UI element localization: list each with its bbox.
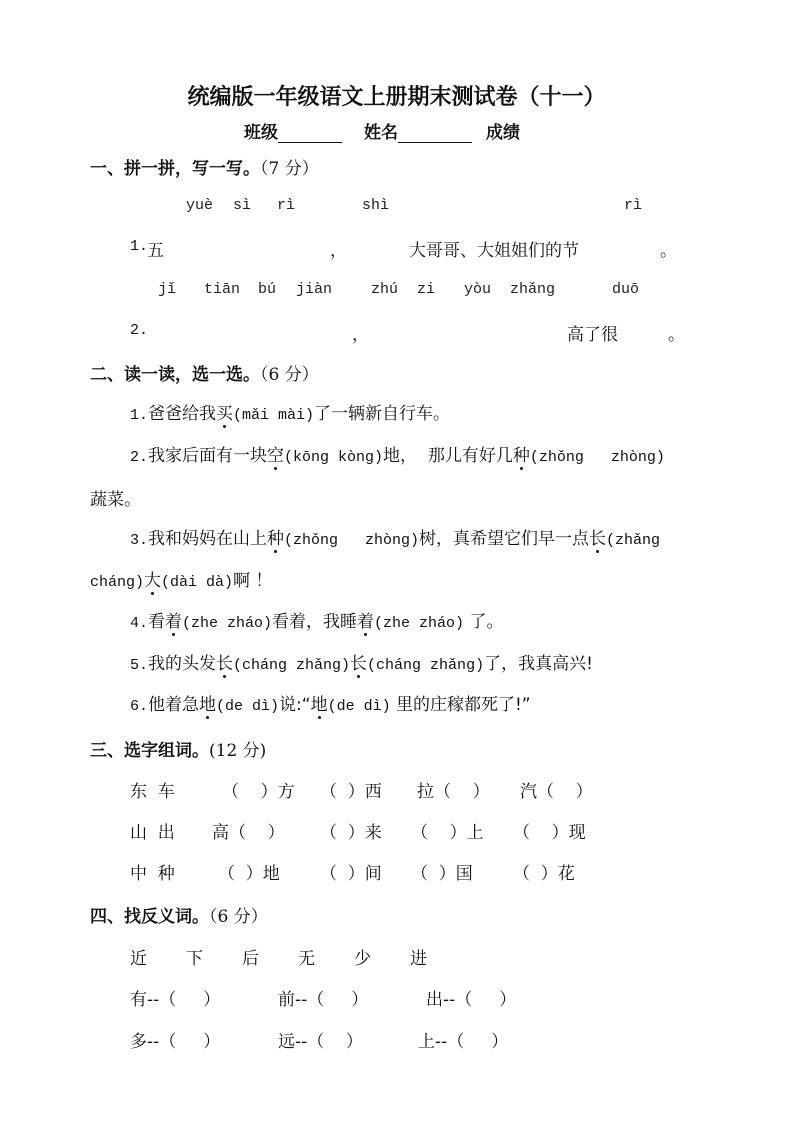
word-blank[interactable]: 拉（ ） — [417, 782, 490, 802]
pinyin: jǐ — [158, 281, 177, 298]
word-blank[interactable]: （ ）地 — [218, 864, 280, 884]
dotted-char: 种 — [267, 524, 284, 549]
page-title: 统编版一年级语文上册期末测试卷（十一） — [187, 85, 606, 110]
pinyin-choice[interactable]: (zhǎng — [606, 532, 661, 549]
dotted-char: 长 — [589, 524, 606, 549]
word-blank[interactable]: （ ）国 — [411, 864, 473, 884]
pinyin: bú — [258, 281, 277, 298]
word-option: 少 — [354, 949, 371, 969]
section-1-heading — [90, 154, 319, 179]
sentence-part: 。 — [660, 241, 677, 261]
section-3-points: (12 分) — [209, 741, 267, 761]
antonym-blank[interactable]: 出--（ ） — [426, 990, 517, 1010]
dotted-char: 长 — [350, 649, 367, 674]
word-option: 进 — [410, 949, 427, 969]
text: 我和妈妈在山上 — [148, 529, 268, 549]
antonym-blank[interactable]: 多--（ ） — [130, 1032, 221, 1052]
text: 说:“ — [279, 695, 311, 715]
class-blank[interactable] — [278, 124, 342, 143]
text: 树，真希望它们早一点 — [419, 529, 590, 549]
word-blank[interactable]: （ ）间 — [320, 864, 382, 884]
text: 了一辆新自行车。 — [314, 404, 451, 424]
pinyin-choice[interactable]: (kōng kòng) — [284, 449, 384, 466]
question-number: 5. — [130, 657, 149, 674]
word-blank[interactable]: （ ）西 — [320, 782, 382, 802]
sentence-part: 五 — [147, 241, 164, 261]
name-label — [364, 118, 472, 143]
dotted-char: 大 — [144, 566, 161, 591]
question-continuation — [90, 566, 272, 591]
antonym-blank[interactable]: 远--（ ） — [278, 1032, 363, 1052]
section-3-heading — [90, 736, 266, 761]
section-2-title: 二、读一读，选一选。 — [90, 365, 260, 385]
dotted-char: 长 — [216, 649, 233, 674]
dotted-char: 着 — [357, 607, 374, 632]
class-label — [244, 118, 342, 143]
text: 蔬菜。 — [90, 490, 141, 510]
text: 了。 — [464, 612, 504, 632]
dotted-char: 着 — [165, 607, 182, 632]
pinyin-choice[interactable]: (zhǒng zhòng) — [284, 532, 420, 549]
word-blank[interactable]: 汽（ ） — [520, 782, 593, 802]
section-2-heading — [90, 360, 319, 385]
char-choices: 山 出 — [130, 823, 175, 843]
dotted-char: 地 — [199, 690, 216, 715]
pinyin: zhú — [371, 281, 399, 298]
sentence-part: ， — [352, 325, 369, 345]
pinyin-choice[interactable]: (zhǒng zhòng) — [529, 449, 665, 466]
dotted-char: 地 — [311, 690, 328, 715]
question-item — [130, 399, 450, 424]
word-blank[interactable]: （ ）上 — [411, 823, 484, 843]
question-item — [130, 524, 660, 549]
section-4-heading — [90, 902, 268, 927]
sentence-part: 。 — [668, 325, 685, 345]
question-number: 1. — [130, 407, 149, 424]
section-4-title: 四、找反义词。 — [90, 907, 209, 927]
sentence-part: ， — [330, 241, 347, 261]
text: 爸爸给我 — [148, 404, 217, 424]
text: 了，我真高兴! — [484, 654, 593, 674]
text: 我家后面有一块 — [148, 446, 268, 466]
text: 啊 ！ — [233, 571, 273, 591]
antonym-blank[interactable]: 有--（ ） — [130, 990, 221, 1010]
text: 地， 那儿有好几 — [383, 446, 513, 466]
pinyin: rì — [624, 197, 643, 214]
section-1-points: （7 分） — [260, 159, 319, 179]
dotted-char: 买 — [216, 399, 233, 424]
sentence-part: 高了很 — [567, 325, 618, 345]
word-blank[interactable]: （ ）方 — [222, 782, 295, 802]
text: 他着急 — [148, 695, 200, 715]
pinyin-choice[interactable]: (dài dà) — [161, 574, 234, 591]
section-2-points: （6 分） — [260, 365, 319, 385]
pinyin: zhǎng — [510, 281, 556, 298]
pinyin-choice[interactable]: (mǎi mài) — [233, 407, 315, 424]
pinyin-choice[interactable]: (de dì) — [327, 698, 391, 715]
pinyin: tiān — [204, 281, 241, 298]
question-number: 2. — [130, 322, 149, 339]
dotted-char: 空 — [267, 441, 284, 466]
pinyin: yòu — [464, 281, 492, 298]
section-4-points: （6 分） — [209, 907, 268, 927]
name-label-text: 姓名 — [364, 123, 398, 143]
word-blank[interactable]: （ ）花 — [513, 864, 575, 884]
text: 我的头发 — [148, 654, 217, 674]
class-label-text: 班级 — [244, 123, 278, 143]
text: 看着，我睡 — [272, 612, 358, 632]
pinyin-choice[interactable]: (cháng zhǎng) — [367, 657, 485, 674]
question-item — [130, 441, 665, 466]
dotted-char: 种 — [513, 441, 530, 466]
score-label: 成绩 — [486, 123, 520, 143]
question-number: 1. — [130, 238, 149, 255]
pinyin: jiàn — [296, 281, 333, 298]
sentence-part: 大哥哥、大姐姐们的节 — [409, 241, 579, 261]
word-blank[interactable]: （ ）来 — [320, 823, 382, 843]
pinyin-choice[interactable]: (zhe zháo) — [182, 615, 273, 632]
pinyin: shì — [362, 197, 390, 214]
section-1-title: 一、拼一拼，写一写。 — [90, 159, 260, 179]
question-number: 4. — [130, 615, 149, 632]
word-option: 近 — [130, 949, 147, 969]
word-option: 下 — [186, 949, 203, 969]
question-number: 6. — [130, 698, 149, 715]
text: 看 — [148, 612, 166, 632]
question-number: 2. — [130, 449, 149, 466]
char-choices: 东 车 — [130, 782, 175, 802]
text: 里的庄稼都死了!” — [390, 695, 531, 715]
pinyin-choice[interactable]: (zhe zháo) — [374, 615, 465, 632]
word-option: 后 — [242, 949, 259, 969]
pinyin-choice[interactable]: (de dì) — [216, 698, 280, 715]
pinyin-choice[interactable]: (cháng zhǎng) — [233, 657, 351, 674]
pinyin: zi — [417, 281, 436, 298]
pinyin: duō — [612, 281, 640, 298]
char-choices: 中 种 — [130, 864, 175, 884]
pinyin-choice[interactable]: cháng) — [90, 574, 145, 591]
section-3-title: 三、选字组词。 — [90, 741, 209, 761]
question-item — [130, 607, 503, 632]
pinyin: yuè — [186, 197, 214, 214]
pinyin: sì — [233, 197, 252, 214]
word-blank[interactable]: 高（ ） — [212, 823, 285, 843]
name-blank[interactable] — [398, 124, 472, 143]
question-item — [130, 649, 593, 674]
pinyin: rì — [277, 197, 296, 214]
word-option: 无 — [298, 949, 315, 969]
word-blank[interactable]: （ ）现 — [513, 823, 586, 843]
question-number: 3. — [130, 532, 149, 549]
antonym-blank[interactable]: 前--（ ） — [278, 990, 369, 1010]
question-item — [130, 690, 531, 715]
antonym-blank[interactable]: 上--（ ） — [418, 1032, 509, 1052]
